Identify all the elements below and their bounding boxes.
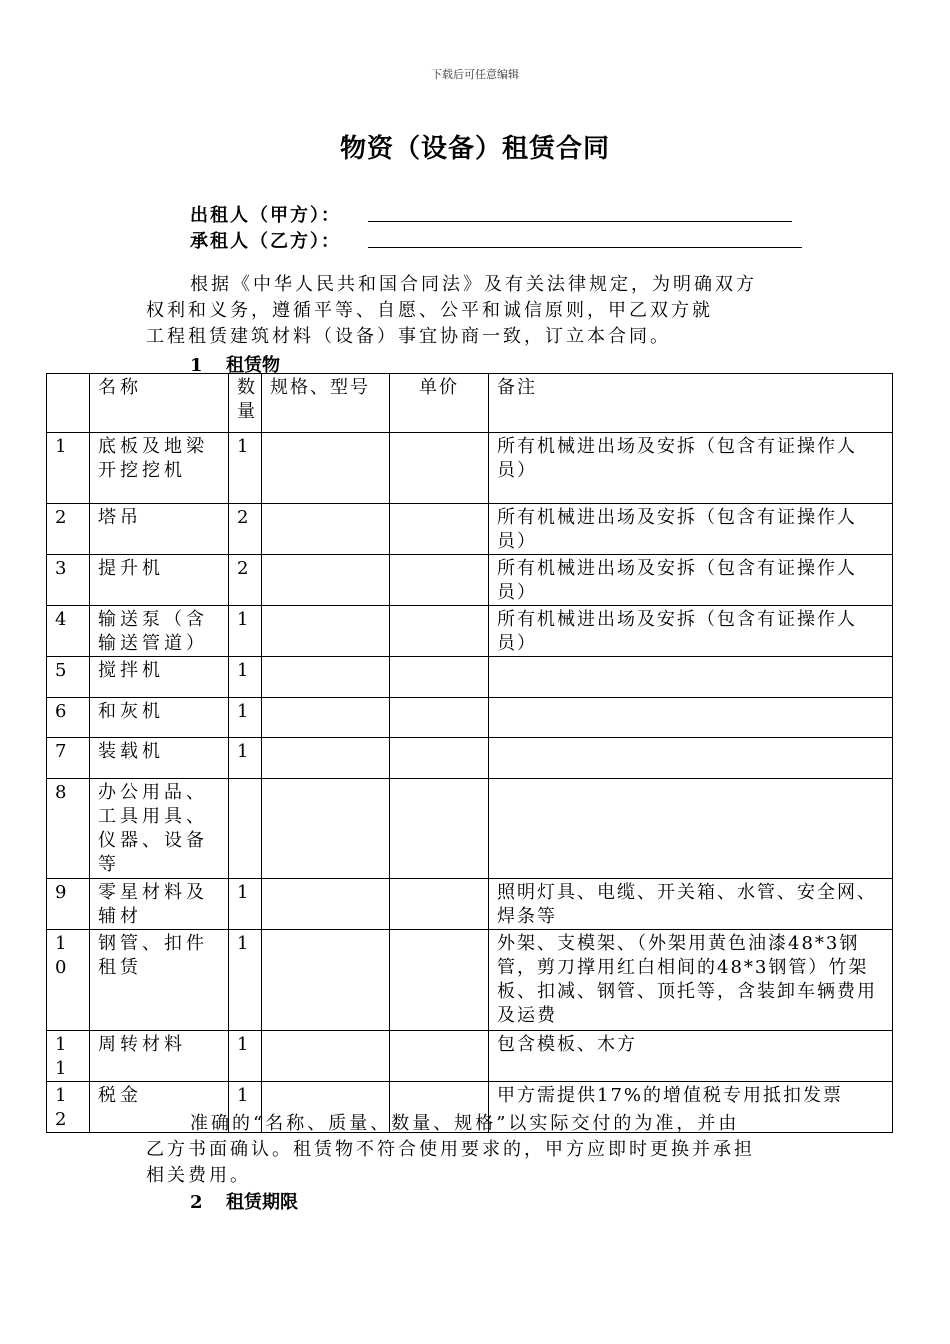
cell-qty: 1 <box>229 879 262 930</box>
after-table-line-3: 相关费用。 <box>146 1165 251 1186</box>
cell-remark: 照明灯具、电缆、开关箱、水管、安全网、焊条等 <box>489 879 893 930</box>
cell-remark: 所有机械进出场及安拆（包含有证操作人员） <box>489 606 893 657</box>
cell-spec <box>262 657 390 698</box>
lessee-label: 承租人（乙方）： <box>190 231 341 252</box>
intro-paragraph <box>146 272 806 350</box>
intro-line-2: 权利和义务，遵循平等、自愿、公平和诚信原则，甲乙双方就 <box>146 300 713 321</box>
cell-price <box>390 779 489 879</box>
cell-spec <box>262 930 390 1031</box>
cell-qty: 1 <box>229 606 262 657</box>
cell-name: 塔吊 <box>90 504 229 555</box>
cell-qty: 1 <box>229 657 262 698</box>
cell-name: 税金 <box>90 1082 229 1133</box>
after-table-paragraph <box>146 1111 806 1189</box>
cell-name: 周转材料 <box>90 1031 229 1082</box>
cell-price <box>390 657 489 698</box>
cell-no: 2 <box>47 504 90 555</box>
cell-no: 5 <box>47 657 90 698</box>
cell-no: 10 <box>47 930 90 1031</box>
table-row <box>47 930 893 1031</box>
cell-no: 8 <box>47 779 90 879</box>
after-table-line-1: 准确的“名称、质量、数量、规格”以实际交付的为准，并由 <box>190 1113 740 1134</box>
header-note: 下载后可任意编辑 <box>431 68 519 81</box>
cell-remark <box>489 738 893 779</box>
header-no <box>47 374 90 433</box>
header-qty: 数量 <box>229 374 262 433</box>
cell-qty: 2 <box>229 555 262 606</box>
cell-price <box>390 1031 489 1082</box>
table-row <box>47 433 893 504</box>
intro-line-3: 工程租赁建筑材料（设备）事宜协商一致，订立本合同。 <box>146 326 671 347</box>
cell-no: 11 <box>47 1031 90 1082</box>
cell-remark: 甲方需提供17%的增值税专用抵扣发票 <box>489 1082 893 1133</box>
cell-no: 12 <box>47 1082 90 1133</box>
cell-name: 搅拌机 <box>90 657 229 698</box>
header-price: 单价 <box>390 374 489 433</box>
section-1-number: 1 <box>190 355 203 376</box>
cell-remark: 所有机械进出场及安拆（包含有证操作人员） <box>489 555 893 606</box>
rental-items-table <box>46 373 893 1133</box>
cell-price <box>390 504 489 555</box>
cell-spec <box>262 504 390 555</box>
cell-qty: 1 <box>229 1082 262 1133</box>
cell-price <box>390 879 489 930</box>
cell-remark: 包含模板、木方 <box>489 1031 893 1082</box>
lessor-label: 出租人（甲方）： <box>190 205 341 226</box>
after-table-line-2: 乙方书面确认。租赁物不符合使用要求的，甲方应即时更换并承担 <box>146 1139 755 1160</box>
cell-spec <box>262 433 390 504</box>
cell-no: 9 <box>47 879 90 930</box>
table-row <box>47 738 893 779</box>
cell-no: 4 <box>47 606 90 657</box>
cell-no: 7 <box>47 738 90 779</box>
table-row <box>47 657 893 698</box>
lessee-line <box>190 227 341 253</box>
cell-price <box>390 698 489 738</box>
table-row <box>47 555 893 606</box>
cell-remark: 所有机械进出场及安拆（包含有证操作人员） <box>489 433 893 504</box>
cell-spec <box>262 879 390 930</box>
lessor-line <box>190 201 341 227</box>
cell-spec <box>262 606 390 657</box>
cell-remark <box>489 779 893 879</box>
cell-price <box>390 433 489 504</box>
cell-name: 输送泵（含输送管道） <box>90 606 229 657</box>
cell-no: 6 <box>47 698 90 738</box>
table-row <box>47 779 893 879</box>
cell-spec <box>262 779 390 879</box>
section-2-title: 租赁期限 <box>226 1192 298 1213</box>
cell-qty: 1 <box>229 1031 262 1082</box>
table-header-row <box>47 374 893 433</box>
cell-qty: 1 <box>229 698 262 738</box>
cell-remark: 所有机械进出场及安拆（包含有证操作人员） <box>489 504 893 555</box>
cell-remark: 外架、支模架、（外架用黄色油漆48*3钢管，剪刀撑用红白相间的48*3钢管）竹架板、扣减、钢管、顶托等，含装卸车辆费用及运费 <box>489 930 893 1031</box>
cell-qty: 2 <box>229 504 262 555</box>
cell-qty: 1 <box>229 433 262 504</box>
cell-remark <box>489 657 893 698</box>
cell-name: 办公用品、工具用具、仪器、设备等 <box>90 779 229 879</box>
cell-spec <box>262 698 390 738</box>
cell-qty: 1 <box>229 930 262 1031</box>
cell-price <box>390 930 489 1031</box>
table-row <box>47 1031 893 1082</box>
cell-remark <box>489 698 893 738</box>
cell-name: 和灰机 <box>90 698 229 738</box>
intro-line-1: 根据《中华人民共和国合同法》及有关法律规定，为明确双方 <box>190 274 757 295</box>
cell-qty: 1 <box>229 738 262 779</box>
section-2-number: 2 <box>190 1192 203 1213</box>
header-name: 名称 <box>90 374 229 433</box>
header-spec: 规格、型号 <box>262 374 390 433</box>
cell-price <box>390 738 489 779</box>
cell-no: 3 <box>47 555 90 606</box>
header-remark: 备注 <box>489 374 893 433</box>
document-title: 物资（设备）租赁合同 <box>339 134 610 164</box>
table-row <box>47 504 893 555</box>
cell-name: 提升机 <box>90 555 229 606</box>
section-2-heading <box>190 1188 298 1214</box>
lessee-fill-line <box>368 247 802 248</box>
cell-name: 底板及地梁开挖挖机 <box>90 433 229 504</box>
lessor-fill-line <box>368 221 792 222</box>
cell-name: 装载机 <box>90 738 229 779</box>
cell-spec <box>262 555 390 606</box>
table-row <box>47 879 893 930</box>
cell-name: 钢管、扣件租赁 <box>90 930 229 1031</box>
cell-spec <box>262 1031 390 1082</box>
cell-no: 1 <box>47 433 90 504</box>
cell-price <box>390 606 489 657</box>
table-row <box>47 698 893 738</box>
cell-name: 零星材料及辅材 <box>90 879 229 930</box>
cell-spec <box>262 738 390 779</box>
cell-price <box>390 555 489 606</box>
cell-qty <box>229 779 262 879</box>
table-row <box>47 606 893 657</box>
section-1-title: 租赁物 <box>226 355 280 376</box>
